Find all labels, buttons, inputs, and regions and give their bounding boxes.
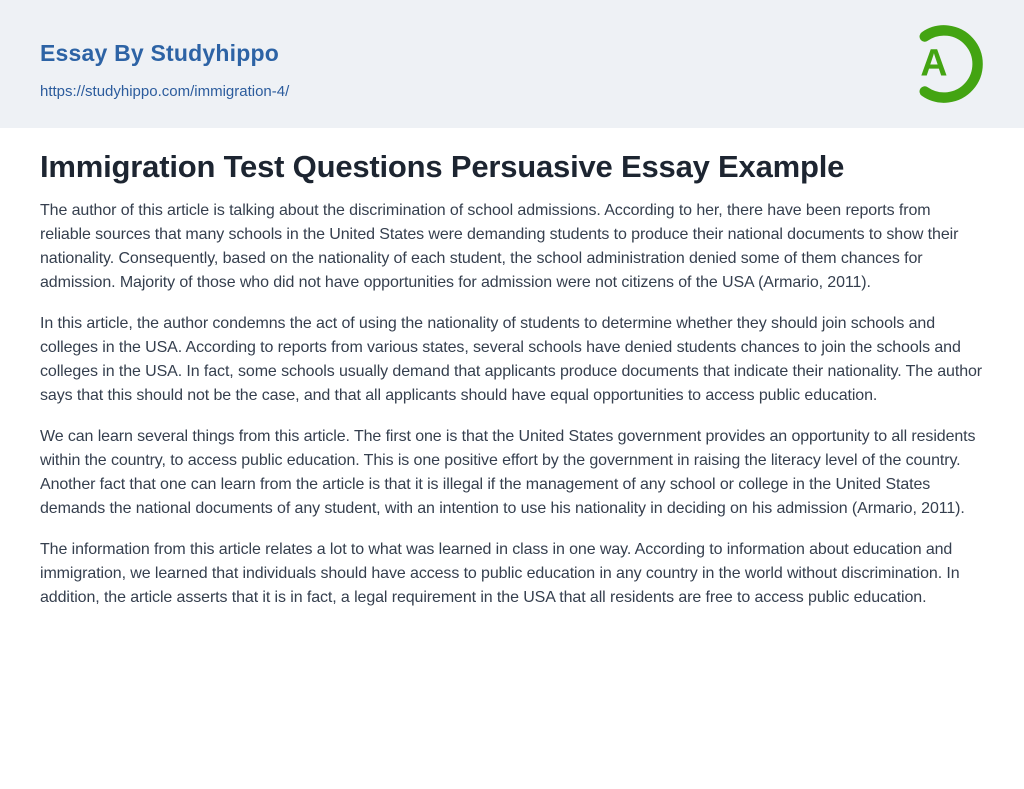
site-header	[0, 0, 1024, 128]
logo-letter: A	[920, 41, 948, 84]
studyhippo-logo[interactable]	[904, 24, 984, 104]
article-paragraph-4: The information from this article relates a lot to what was learned in class in one way. According to information about education and immigration, we learned that individuals should have access to public education in any country in the world without discrimination. In addition, the article asserts that it is in fact, a legal requirement in the USA that all residents are free to access public education.	[40, 541, 960, 606]
article-paragraph-1: The author of this article is talking about the discrimination of school admissions. According to her, there have been reports from reliable sources that many schools in the United States were demanding students to produce their national documents to show their nationality. Consequently, based on the nationality of each student, the school administration denied some of them chances for admission. Majority of those who did not have opportunities for admission were not citizens of the USA (Armario, 2011).	[40, 202, 959, 291]
article-paragraph-2: In this article, the author condemns the act of using the nationality of students to determine whether they should join schools and colleges in the USA. According to reports from various states, several schools have denied students chances to join the schools and colleges in the USA. In fact, some schools usually demand that applicants produce documents that indicate their nationality. The author says that this should not be the case, and that all applicants should have equal opportunities to access public education.	[40, 315, 983, 404]
header-text-block	[40, 40, 289, 100]
article-title: Immigration Test Questions Persuasive Essay Example	[40, 149, 845, 184]
site-title-link[interactable]: Essay By Studyhippo	[40, 40, 279, 66]
source-url-link[interactable]: https://studyhippo.com/immigration-4/	[40, 83, 290, 100]
logo-arc-icon	[904, 24, 984, 104]
article-paragraph-3: We can learn several things from this article. The first one is that the United States government provides an opportunity to all residents within the country, to access public education. This is one positive effort by the government in raising the literacy level of the country. Another fact that one can learn from the article is that it is illegal if the management of any school or college in the United States demands the national documents of any student, with an intention to use his nationality in deciding on his admission (Armario, 2011).	[40, 428, 976, 517]
article-body	[0, 149, 1024, 667]
